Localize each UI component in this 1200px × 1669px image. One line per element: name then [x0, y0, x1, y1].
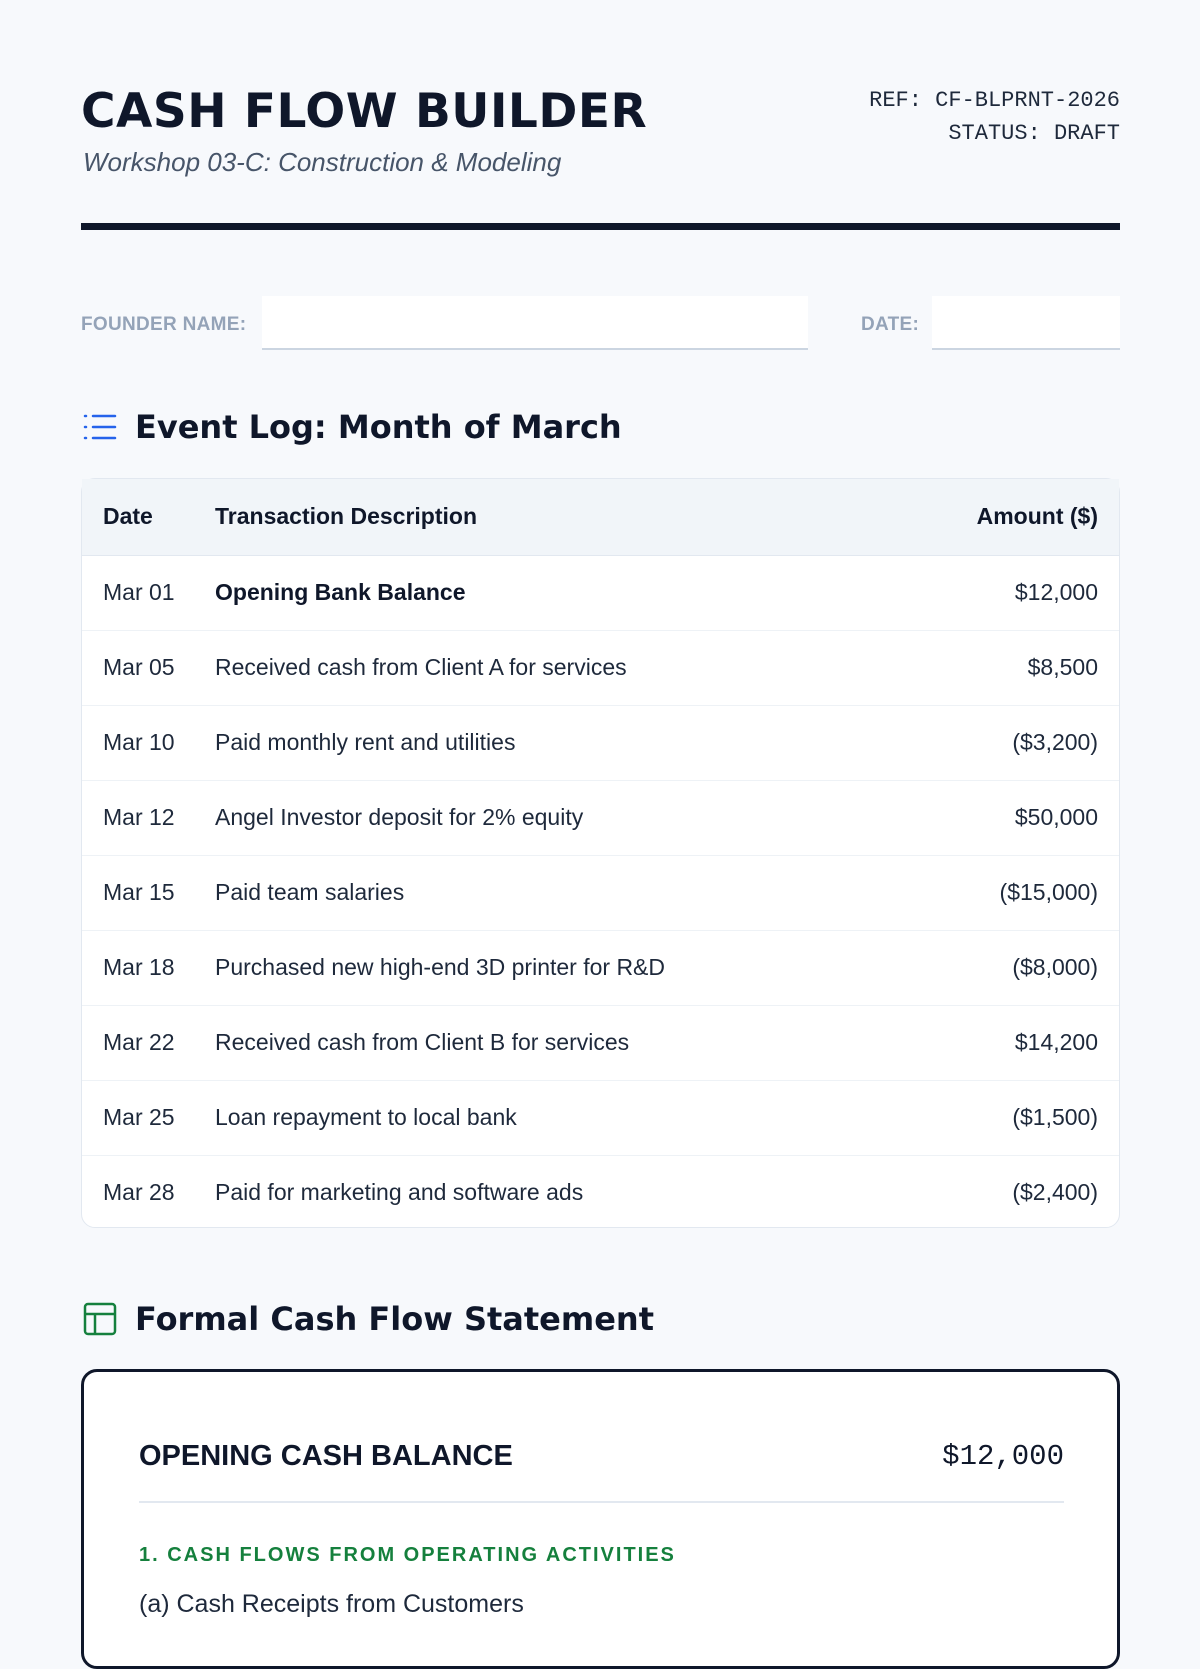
- cash-flow-statement: [81, 1369, 1120, 1669]
- row-amount: $12,000: [879, 555, 1119, 630]
- table-row: [82, 855, 1119, 930]
- statement-heading: [81, 1297, 654, 1341]
- row-amount: $8,500: [879, 630, 1119, 705]
- section-title: Formal Cash Flow Statement: [135, 1300, 654, 1338]
- row-date: Mar 18: [82, 930, 215, 1005]
- opening-balance-value: $12,000: [942, 1440, 1064, 1473]
- event-log-heading: [81, 405, 622, 449]
- founder-name-label: FOUNDER NAME:: [81, 314, 247, 335]
- row-description: Purchased new high-end 3D printer for R&D: [215, 930, 879, 1005]
- opening-balance-label: OPENING CASH BALANCE: [139, 1440, 513, 1472]
- founder-info-row: [81, 296, 1120, 350]
- row-date: Mar 10: [82, 705, 215, 780]
- table-row: [82, 1005, 1119, 1080]
- page-header: [81, 84, 1120, 184]
- row-description: Opening Bank Balance: [215, 555, 879, 630]
- row-amount: ($1,500): [879, 1080, 1119, 1155]
- page-title: CASH FLOW BUILDER: [81, 84, 648, 139]
- status-badge: STATUS: DRAFT: [948, 121, 1120, 146]
- table-row: [82, 780, 1119, 855]
- row-amount: $50,000: [879, 780, 1119, 855]
- row-date: Mar 25: [82, 1080, 215, 1155]
- row-description: Loan repayment to local bank: [215, 1080, 879, 1155]
- table-header-row: [82, 479, 1119, 555]
- table-row: [82, 930, 1119, 1005]
- row-date: Mar 12: [82, 780, 215, 855]
- table-row: [82, 1080, 1119, 1155]
- row-amount: ($15,000): [879, 855, 1119, 930]
- row-description: Received cash from Client A for services: [215, 630, 879, 705]
- table-row: [82, 630, 1119, 705]
- statement-divider: [139, 1501, 1064, 1503]
- row-date: Mar 05: [82, 630, 215, 705]
- row-date: Mar 01: [82, 555, 215, 630]
- table-row: [82, 1155, 1119, 1230]
- date-field[interactable]: [932, 296, 1120, 350]
- row-date: Mar 28: [103, 1179, 175, 1206]
- section-title: Event Log: Month of March: [135, 408, 622, 446]
- row-description: Received cash from Client B for services: [215, 1005, 879, 1080]
- event-log-table: [81, 478, 1120, 1228]
- row-amount: ($8,000): [879, 930, 1119, 1005]
- date-label: DATE:: [861, 314, 920, 335]
- column-header-amount: Amount ($): [879, 479, 1119, 555]
- row-amount: ($2,400): [1012, 1179, 1098, 1206]
- document-meta: [869, 84, 1120, 150]
- row-description: Paid monthly rent and utilities: [215, 705, 879, 780]
- opening-balance-row: [139, 1432, 1064, 1482]
- list-icon: [81, 408, 119, 446]
- operating-activities-heading: 1. CASH FLOWS FROM OPERATING ACTIVITIES: [139, 1544, 676, 1566]
- row-amount: ($3,200): [879, 705, 1119, 780]
- column-header-date: Date: [82, 479, 215, 555]
- row-description: Paid team salaries: [215, 855, 879, 930]
- row-date: Mar 15: [82, 855, 215, 930]
- row-amount: $14,200: [879, 1005, 1119, 1080]
- header-divider: [81, 223, 1120, 230]
- row-description: Angel Investor deposit for 2% equity: [215, 780, 879, 855]
- layout-table-icon: [81, 1300, 119, 1338]
- cash-receipts-line: (a) Cash Receipts from Customers: [139, 1590, 524, 1618]
- reference-code: REF: CF-BLPRNT-2026: [869, 88, 1120, 113]
- founder-name-field[interactable]: [262, 296, 808, 350]
- page-subtitle: Workshop 03-C: Construction & Modeling: [83, 147, 562, 177]
- table-row: [82, 705, 1119, 780]
- row-description: Paid for marketing and software ads: [215, 1179, 584, 1206]
- row-date: Mar 22: [82, 1005, 215, 1080]
- table-row: [82, 555, 1119, 630]
- column-header-description: Transaction Description: [215, 479, 879, 555]
